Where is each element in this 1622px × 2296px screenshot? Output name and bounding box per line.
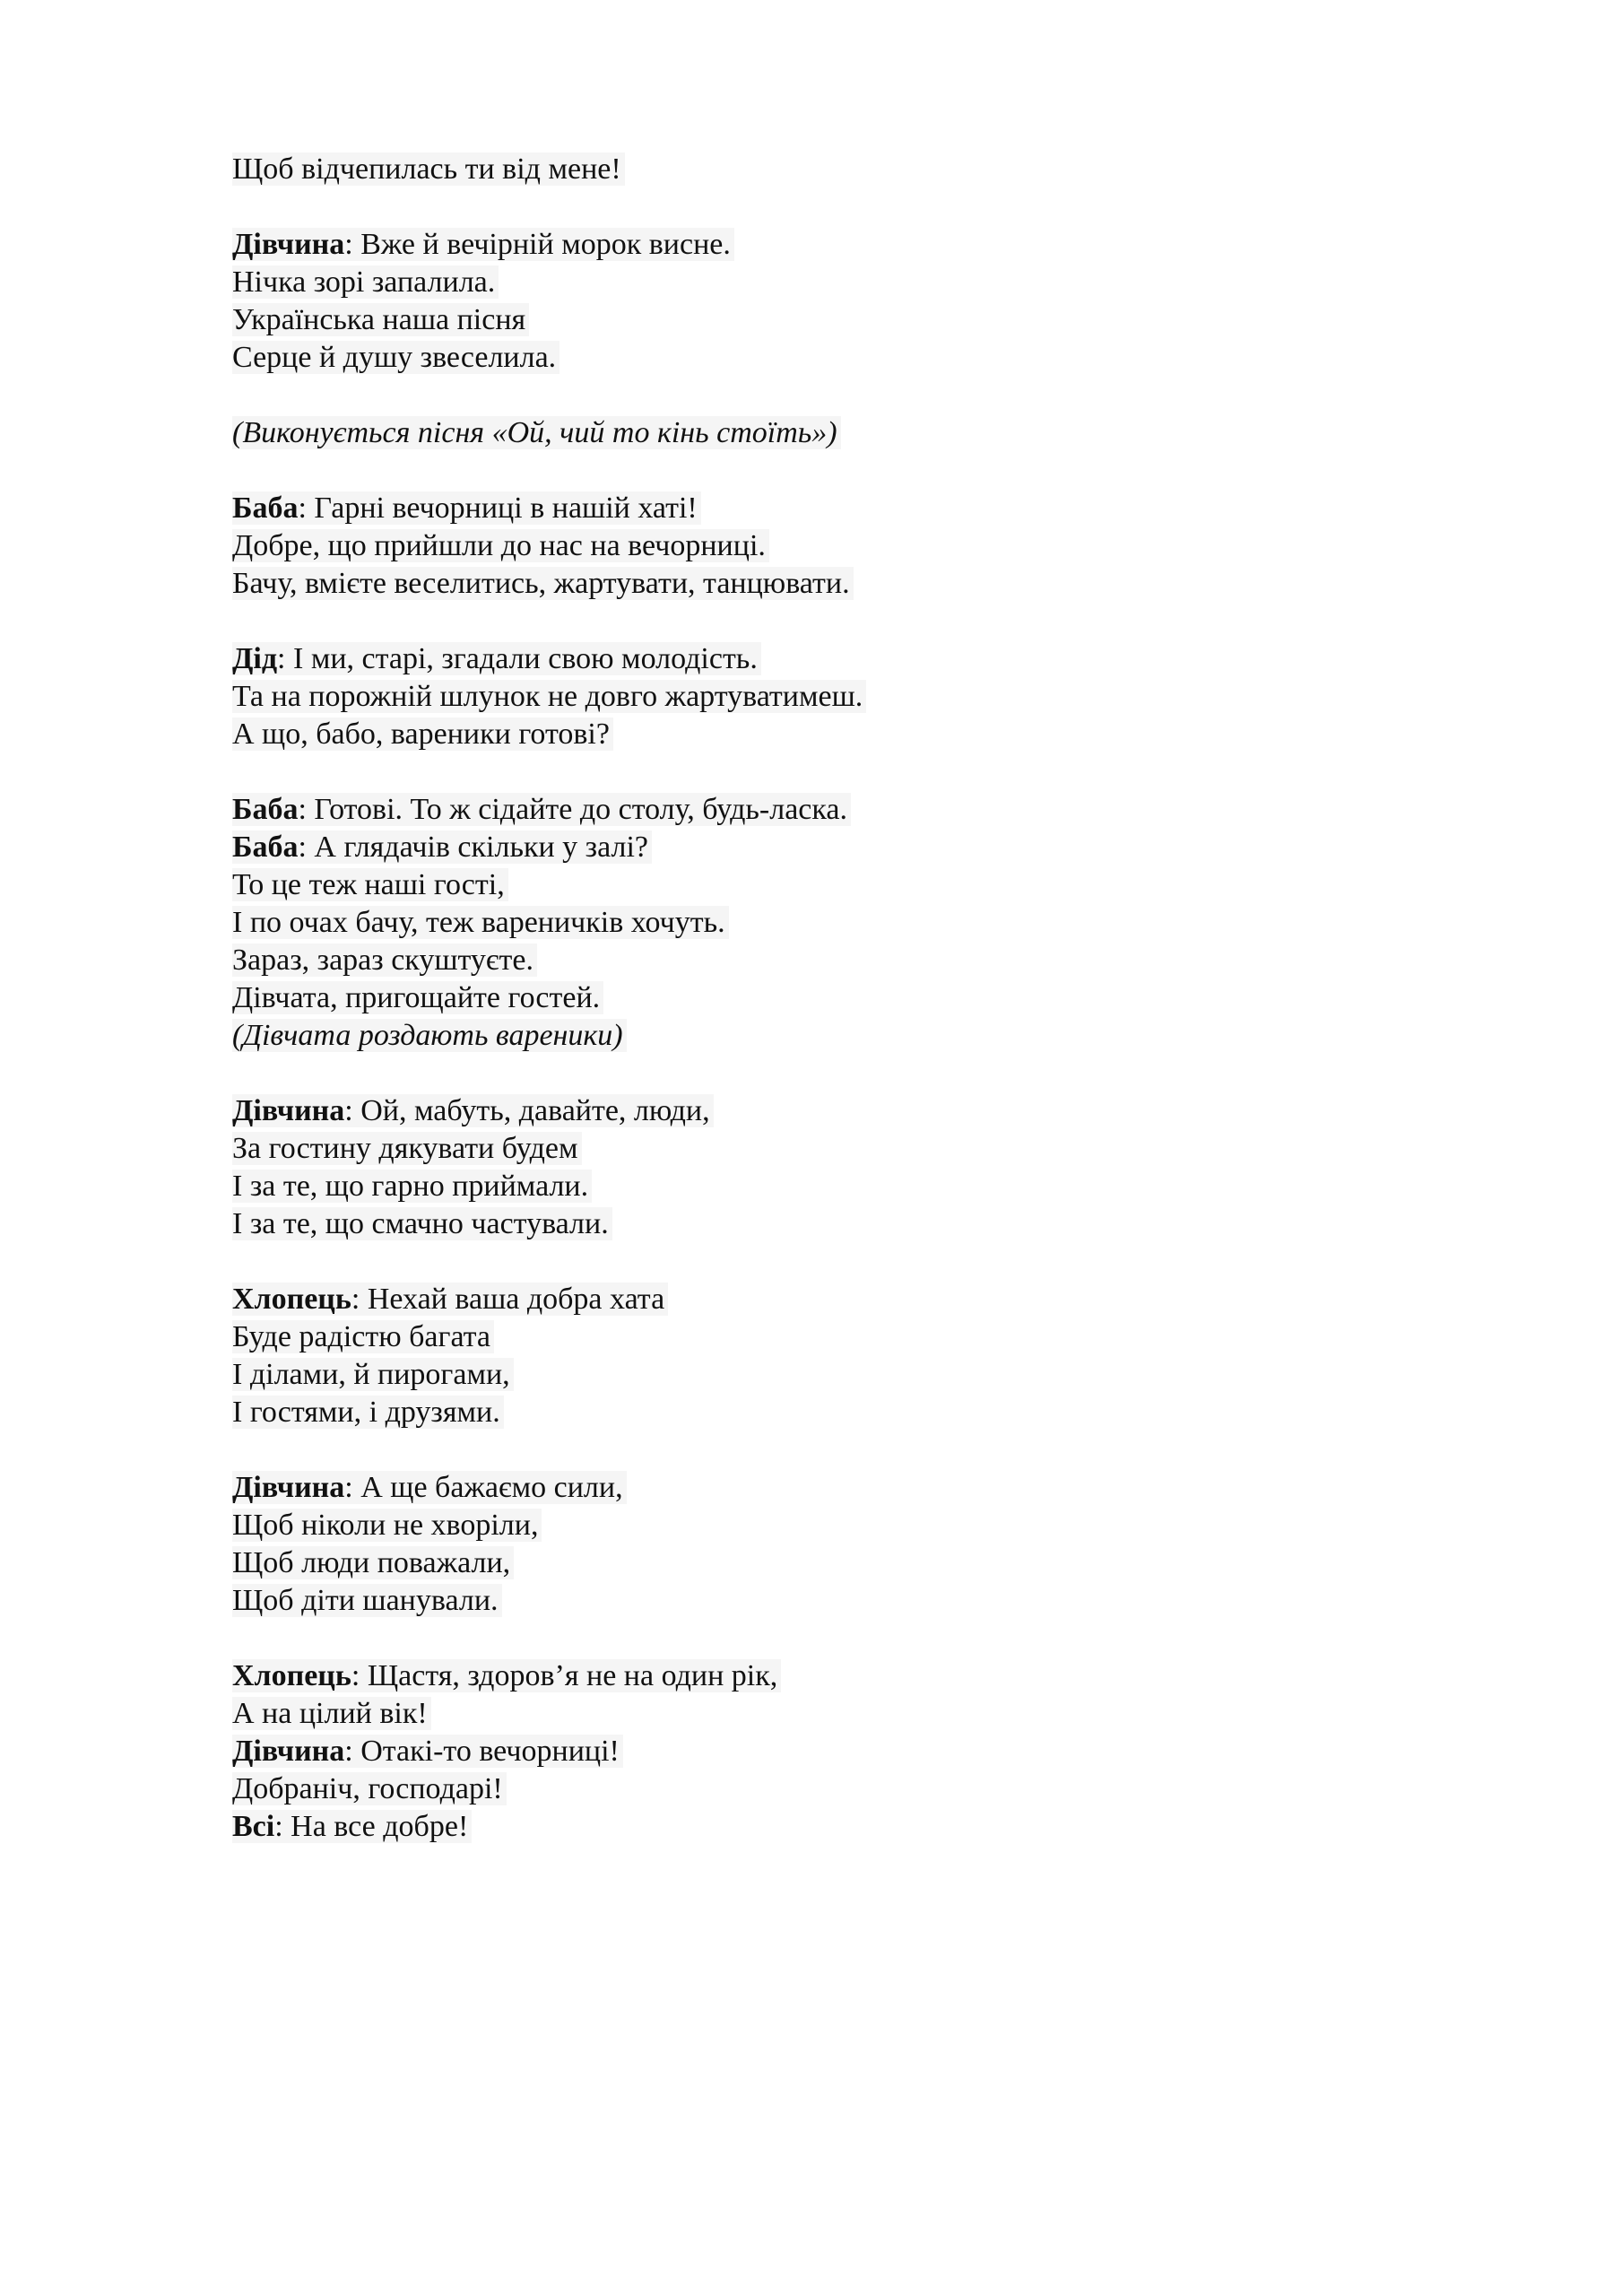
speaker-name: Баба bbox=[232, 793, 299, 826]
dialogue-line bbox=[232, 527, 1398, 565]
speaker-name: Дівчина bbox=[232, 1094, 345, 1127]
line-content: Добраніч, господарі! bbox=[232, 1772, 503, 1805]
line-content: : А ще бажаємо сили, bbox=[344, 1471, 623, 1504]
line-text bbox=[232, 416, 841, 449]
line-content: : І ми, старі, згадали свою молодість. bbox=[277, 642, 758, 675]
line-text bbox=[232, 491, 701, 525]
dialogue-line bbox=[232, 264, 1398, 301]
line-text bbox=[232, 1170, 592, 1203]
line-text bbox=[232, 265, 499, 299]
dialogue-line bbox=[232, 791, 1398, 829]
dialogue-line bbox=[232, 829, 1398, 866]
dialogue-line bbox=[232, 1092, 1398, 1130]
dialogue-line bbox=[232, 1770, 1398, 1808]
line-text bbox=[232, 944, 537, 977]
dialogue-line bbox=[232, 301, 1398, 339]
dialogue-line bbox=[232, 942, 1398, 979]
line-content: То це теж наші гості, bbox=[232, 868, 505, 901]
line-text bbox=[232, 228, 734, 261]
dialogue-line bbox=[232, 716, 1398, 753]
line-text bbox=[232, 303, 529, 336]
line-content: Нічка зорі запалила. bbox=[232, 265, 496, 299]
line-text bbox=[232, 718, 613, 751]
line-content: І за те, що гарно приймали. bbox=[232, 1170, 589, 1203]
line-content: Щоб ніколи не хворіли, bbox=[232, 1509, 539, 1542]
line-content: І ділами, й пирогами, bbox=[232, 1358, 510, 1391]
stage-direction-line bbox=[232, 1017, 1398, 1055]
text-stanza bbox=[232, 1092, 1398, 1243]
dialogue-line bbox=[232, 1168, 1398, 1205]
stage-direction: (Дівчата роздають вареники) bbox=[232, 1019, 623, 1052]
line-text bbox=[232, 341, 559, 374]
line-text bbox=[232, 1810, 472, 1843]
dialogue-line bbox=[232, 1544, 1398, 1582]
line-content: Зараз, зараз скуштуєте. bbox=[232, 944, 533, 977]
speaker-name: Дід bbox=[232, 642, 278, 675]
line-text bbox=[232, 1584, 502, 1617]
line-content: Українська наша пісня bbox=[232, 303, 526, 336]
speaker-name: Хлопець bbox=[232, 1283, 351, 1316]
line-text bbox=[232, 1396, 504, 1429]
dialogue-line bbox=[232, 226, 1398, 264]
dialogue-line bbox=[232, 1469, 1398, 1507]
line-content: Серце й душу звеселила. bbox=[232, 341, 557, 374]
line-content: : Щастя, здоров’я не на один рік, bbox=[351, 1659, 778, 1692]
speaker-name: Хлопець bbox=[232, 1659, 351, 1692]
line-text bbox=[232, 1735, 623, 1768]
text-stanza bbox=[232, 1281, 1398, 1431]
line-text bbox=[232, 1697, 431, 1730]
text-stanza bbox=[232, 640, 1398, 753]
line-text bbox=[232, 529, 769, 562]
dialogue-line bbox=[232, 640, 1398, 678]
dialogue-line bbox=[232, 1356, 1398, 1394]
line-text bbox=[232, 981, 603, 1014]
line-text bbox=[232, 1132, 582, 1165]
speaker-name: Дівчина bbox=[232, 1471, 345, 1504]
line-content: Та на порожній шлунок не довго жартуватимеш. bbox=[232, 680, 863, 713]
line-content: І по очах бачу, теж вареничків хочуть. bbox=[232, 906, 725, 939]
dialogue-line bbox=[232, 1582, 1398, 1620]
dialogue-line bbox=[232, 1733, 1398, 1770]
line-content: І за те, що смачно частували. bbox=[232, 1207, 609, 1240]
text-stanza bbox=[232, 151, 1398, 188]
line-text bbox=[232, 906, 729, 939]
play-script-text bbox=[232, 151, 1398, 1883]
line-content: А що, бабо, вареники готові? bbox=[232, 718, 610, 751]
line-content: І гостями, і друзями. bbox=[232, 1396, 500, 1429]
line-content: : Ой, мабуть, давайте, люди, bbox=[344, 1094, 710, 1127]
line-content: Щоб діти шанували. bbox=[232, 1584, 499, 1617]
dialogue-line bbox=[232, 678, 1398, 716]
line-text bbox=[232, 642, 761, 675]
line-content: Дівчата, пригощайте гостей. bbox=[232, 981, 601, 1014]
dialogue-line bbox=[232, 1205, 1398, 1243]
dialogue-line bbox=[232, 490, 1398, 527]
line-text bbox=[232, 567, 854, 600]
dialogue-line bbox=[232, 1695, 1398, 1733]
line-text bbox=[232, 680, 866, 713]
line-content: : Отакі-то вечорниці! bbox=[344, 1735, 620, 1768]
line-content: Щоб відчепилась ти від мене! bbox=[232, 152, 621, 186]
line-content: А на цілий вік! bbox=[232, 1697, 428, 1730]
dialogue-line bbox=[232, 866, 1398, 904]
text-stanza bbox=[232, 414, 1398, 452]
speaker-name: Дівчина bbox=[232, 1735, 345, 1768]
line-content: За гостину дякувати будем bbox=[232, 1132, 578, 1165]
line-text bbox=[232, 1509, 542, 1542]
dialogue-line bbox=[232, 1808, 1398, 1846]
line-text bbox=[232, 1358, 514, 1391]
line-content: Бачу, вмієте веселитись, жартувати, танцювати. bbox=[232, 567, 850, 600]
line-content: : Нехай ваша добра хата bbox=[351, 1283, 665, 1316]
line-text bbox=[232, 1772, 507, 1805]
line-text bbox=[232, 1471, 627, 1504]
line-content: : Вже й вечірній морок висне. bbox=[344, 228, 731, 261]
dialogue-line bbox=[232, 1507, 1398, 1544]
dialogue-line bbox=[232, 565, 1398, 603]
dialogue-line bbox=[232, 151, 1398, 188]
stage-direction: (Виконується пісня «Ой, чий то кінь стоїть») bbox=[232, 416, 837, 449]
text-stanza bbox=[232, 791, 1398, 1055]
line-text bbox=[232, 1546, 514, 1579]
dialogue-line bbox=[232, 1318, 1398, 1356]
text-stanza bbox=[232, 226, 1398, 377]
speaker-name: Баба bbox=[232, 831, 299, 864]
speaker-name: Всі bbox=[232, 1810, 275, 1843]
dialogue-line bbox=[232, 1394, 1398, 1431]
line-text bbox=[232, 1320, 494, 1353]
speaker-name: Баба bbox=[232, 491, 299, 525]
dialogue-line bbox=[232, 1281, 1398, 1318]
stage-direction-line bbox=[232, 414, 1398, 452]
dialogue-line bbox=[232, 339, 1398, 377]
line-text bbox=[232, 831, 652, 864]
text-stanza bbox=[232, 1469, 1398, 1620]
line-text bbox=[232, 1207, 612, 1240]
line-text bbox=[232, 1283, 668, 1316]
text-stanza bbox=[232, 490, 1398, 603]
line-content: : На все добре! bbox=[274, 1810, 469, 1843]
dialogue-line bbox=[232, 1130, 1398, 1168]
line-text bbox=[232, 793, 851, 826]
line-text bbox=[232, 868, 508, 901]
line-content: Буде радістю багата bbox=[232, 1320, 491, 1353]
line-text bbox=[232, 152, 625, 186]
text-stanza bbox=[232, 1657, 1398, 1846]
line-content: : Готові. То ж сідайте до столу, будь-ласка. bbox=[298, 793, 847, 826]
line-text bbox=[232, 1094, 714, 1127]
line-content: : Гарні вечорниці в нашій хаті! bbox=[298, 491, 698, 525]
dialogue-line bbox=[232, 1657, 1398, 1695]
line-content: Щоб люди поважали, bbox=[232, 1546, 511, 1579]
line-content: : А глядачів скільки у залі? bbox=[298, 831, 649, 864]
line-content: Добре, що прийшли до нас на вечорниці. bbox=[232, 529, 766, 562]
dialogue-line bbox=[232, 904, 1398, 942]
speaker-name: Дівчина bbox=[232, 228, 345, 261]
line-text bbox=[232, 1019, 627, 1052]
line-text bbox=[232, 1659, 781, 1692]
dialogue-line bbox=[232, 979, 1398, 1017]
